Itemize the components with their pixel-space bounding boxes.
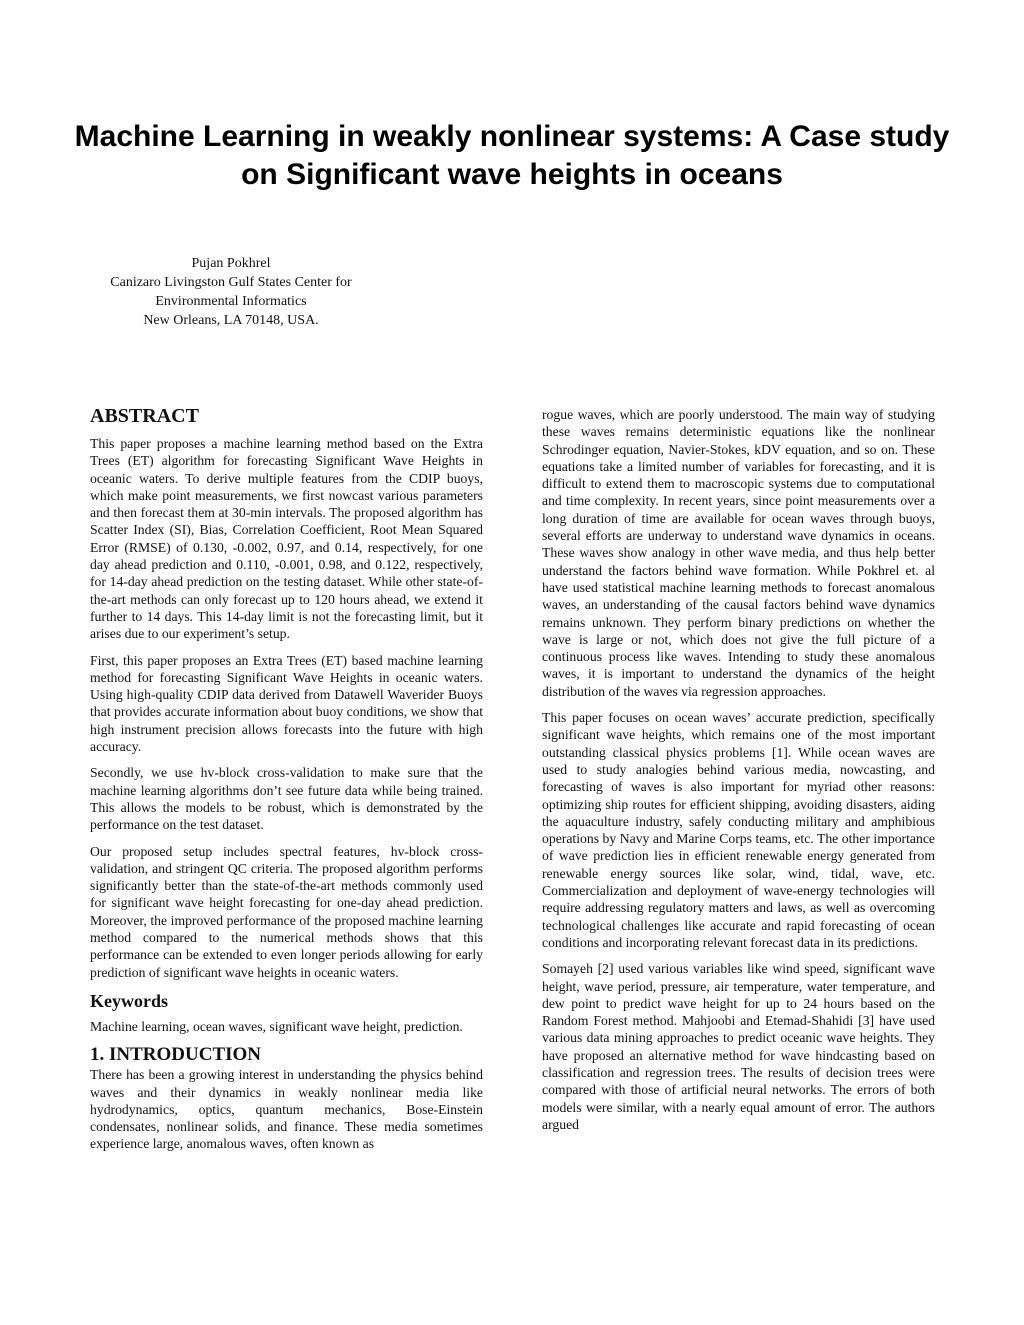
keywords-heading: Keywords	[90, 990, 168, 1011]
abstract-paragraph: This paper proposes a machine learning method based on the Extra Trees (ET) algorithm for forecasting Significant Wave Heights in oceanic waters. To derive multiple features from the CDIP buoys, which make point measurements, we first nowcast various parameters and then forecast them at 30-min intervals. The proposed algorithm has Scatter Index (SI), Bias, Correlation Coefficient, Root Mean Squared Error (RMSE) of 0.130, -0.002, 0.97, and 0.14, respectively, for one day ahead prediction and 0.110, -0.001, 0.98, and 0.122, respectively, for 14-day ahead prediction on the testing dataset. While other state-of-the-art methods can only forecast up to 120 hours ahead, we extend it further to 14 days. This 14-day limit is not the forecasting limit, but it arises due to our experiment’s setup.	[90, 436, 483, 642]
author-block	[80, 254, 382, 330]
author-name: Pujan Pokhrel	[191, 256, 271, 271]
abstract-paragraph: Secondly, we use hv-block cross-validation to make sure that the machine learning algorithms don’t see future data while being trained. This allows the models to be robust, which is demonstrated by the performance on the test dataset.	[90, 765, 483, 833]
body-paragraph: rogue waves, which are poorly understood. The main way of studying these waves remains deterministic equations like the nonlinear Schrodinger equation, Navier-Stokes, kDV equation, and so on. These equations take a limited number of variables for forecasting, and it is difficult to extend them to macroscopic systems due to computational and time complexity. In recent years, since point measurements over a long duration of time are available for ocean waves through buoys, several efforts are underway to understand wave dynamics in oceans. These waves show analogy in other wave media, and thus help better understand the factors behind wave formation. While Pokhrel et. al have used statistical machine learning methods to forecast anomalous waves, an understanding of the causal factors behind wave dynamics remains unknown. They perform binary predictions on whether the wave is large or not, which does not give the full picture of a continuous process like waves. Intending to study these anomalous waves, it is important to understand the dynamics of the height distribution of the waves via regression approaches.	[542, 407, 935, 699]
author-affiliation-line2: Environmental Informatics	[155, 294, 307, 309]
keywords-text: Machine learning, ocean waves, significant wave height, prediction.	[90, 1018, 463, 1034]
author-address: New Orleans, LA 70148, USA.	[143, 313, 319, 328]
introduction-paragraph: There has been a growing interest in understanding the physics behind waves and their dynamics in weakly nonlinear media like hydrodynamics, optics, quantum mechanics, Bose-Einstein condensates, nonlinear solids, and finance. These media sometimes experience large, anomalous waves, often known as	[90, 1067, 483, 1152]
abstract-heading: ABSTRACT	[90, 405, 199, 427]
introduction-heading: 1. INTRODUCTION	[90, 1044, 262, 1066]
abstract-paragraph: First, this paper proposes an Extra Trees (ET) based machine learning method for forecasting Significant Wave Heights in oceanic waters. Using high-quality CDIP data derived from Datawell Waverider Buoys that provides accurate information about buoy conditions, we show that high instrument precision allows forecasts into the future with high accuracy.	[90, 652, 483, 755]
paper-title: Machine Learning in weakly nonlinear systems: A Case study on Significant wave heights in oceans	[74, 120, 950, 191]
left-column	[90, 404, 483, 1162]
body-paragraph: This paper focuses on ocean waves’ accurate prediction, specifically significant wave heights, which remains one of the most important outstanding classical physics problems [1]. While ocean waves are used to study analogies behind various media, nowcasting, and forecasting of waves is also important for myriad other reasons: optimizing ship routes for efficient shipping, avoiding disasters, aiding the aquaculture industry, safely conducting military and amphibious operations by Navy and Marine Corps teams, etc. The other importance of wave prediction lies in efficient renewable energy generated from renewable energy sources like solar, wind, tidal, wave, etc. Commercialization and deployment of wave-energy technologies will require addressing regulatory matters and laws, as well as overcoming technological challenges like accurate and rapid forecasting of ocean conditions and incorporating relevant forecast data in its predictions.	[542, 710, 935, 950]
right-column	[542, 406, 935, 1142]
author-affiliation-line1: Canizaro Livingston Gulf States Center for	[110, 275, 352, 290]
body-paragraph: Somayeh [2] used various variables like wind speed, significant wave height, wave period, pressure, air temperature, water temperature, and dew point to predict wave height for up to 24 hours based on the Random Forest method. Mahjoobi and Etemad-Shahidi [3] have used various data mining approaches to predict oceanic wave heights. They have proposed an alternative method for wave hindcasting based on classification and regression trees. The results of decision trees were compared with those of artificial neural networks. The errors of both models were similar, with a nearly equal amount of error. The authors argued	[542, 961, 935, 1132]
abstract-paragraph: Our proposed setup includes spectral features, hv-block cross-validation, and stringent QC criteria. The proposed algorithm performs significantly better than the state-of-the-art methods commonly used for significant wave height forecasting for one-day ahead prediction. Moreover, the improved performance of the proposed machine learning method compared to the numerical methods shows that this performance can be extended to even longer periods allowing for early prediction of significant wave heights in oceanic waters.	[90, 843, 483, 980]
